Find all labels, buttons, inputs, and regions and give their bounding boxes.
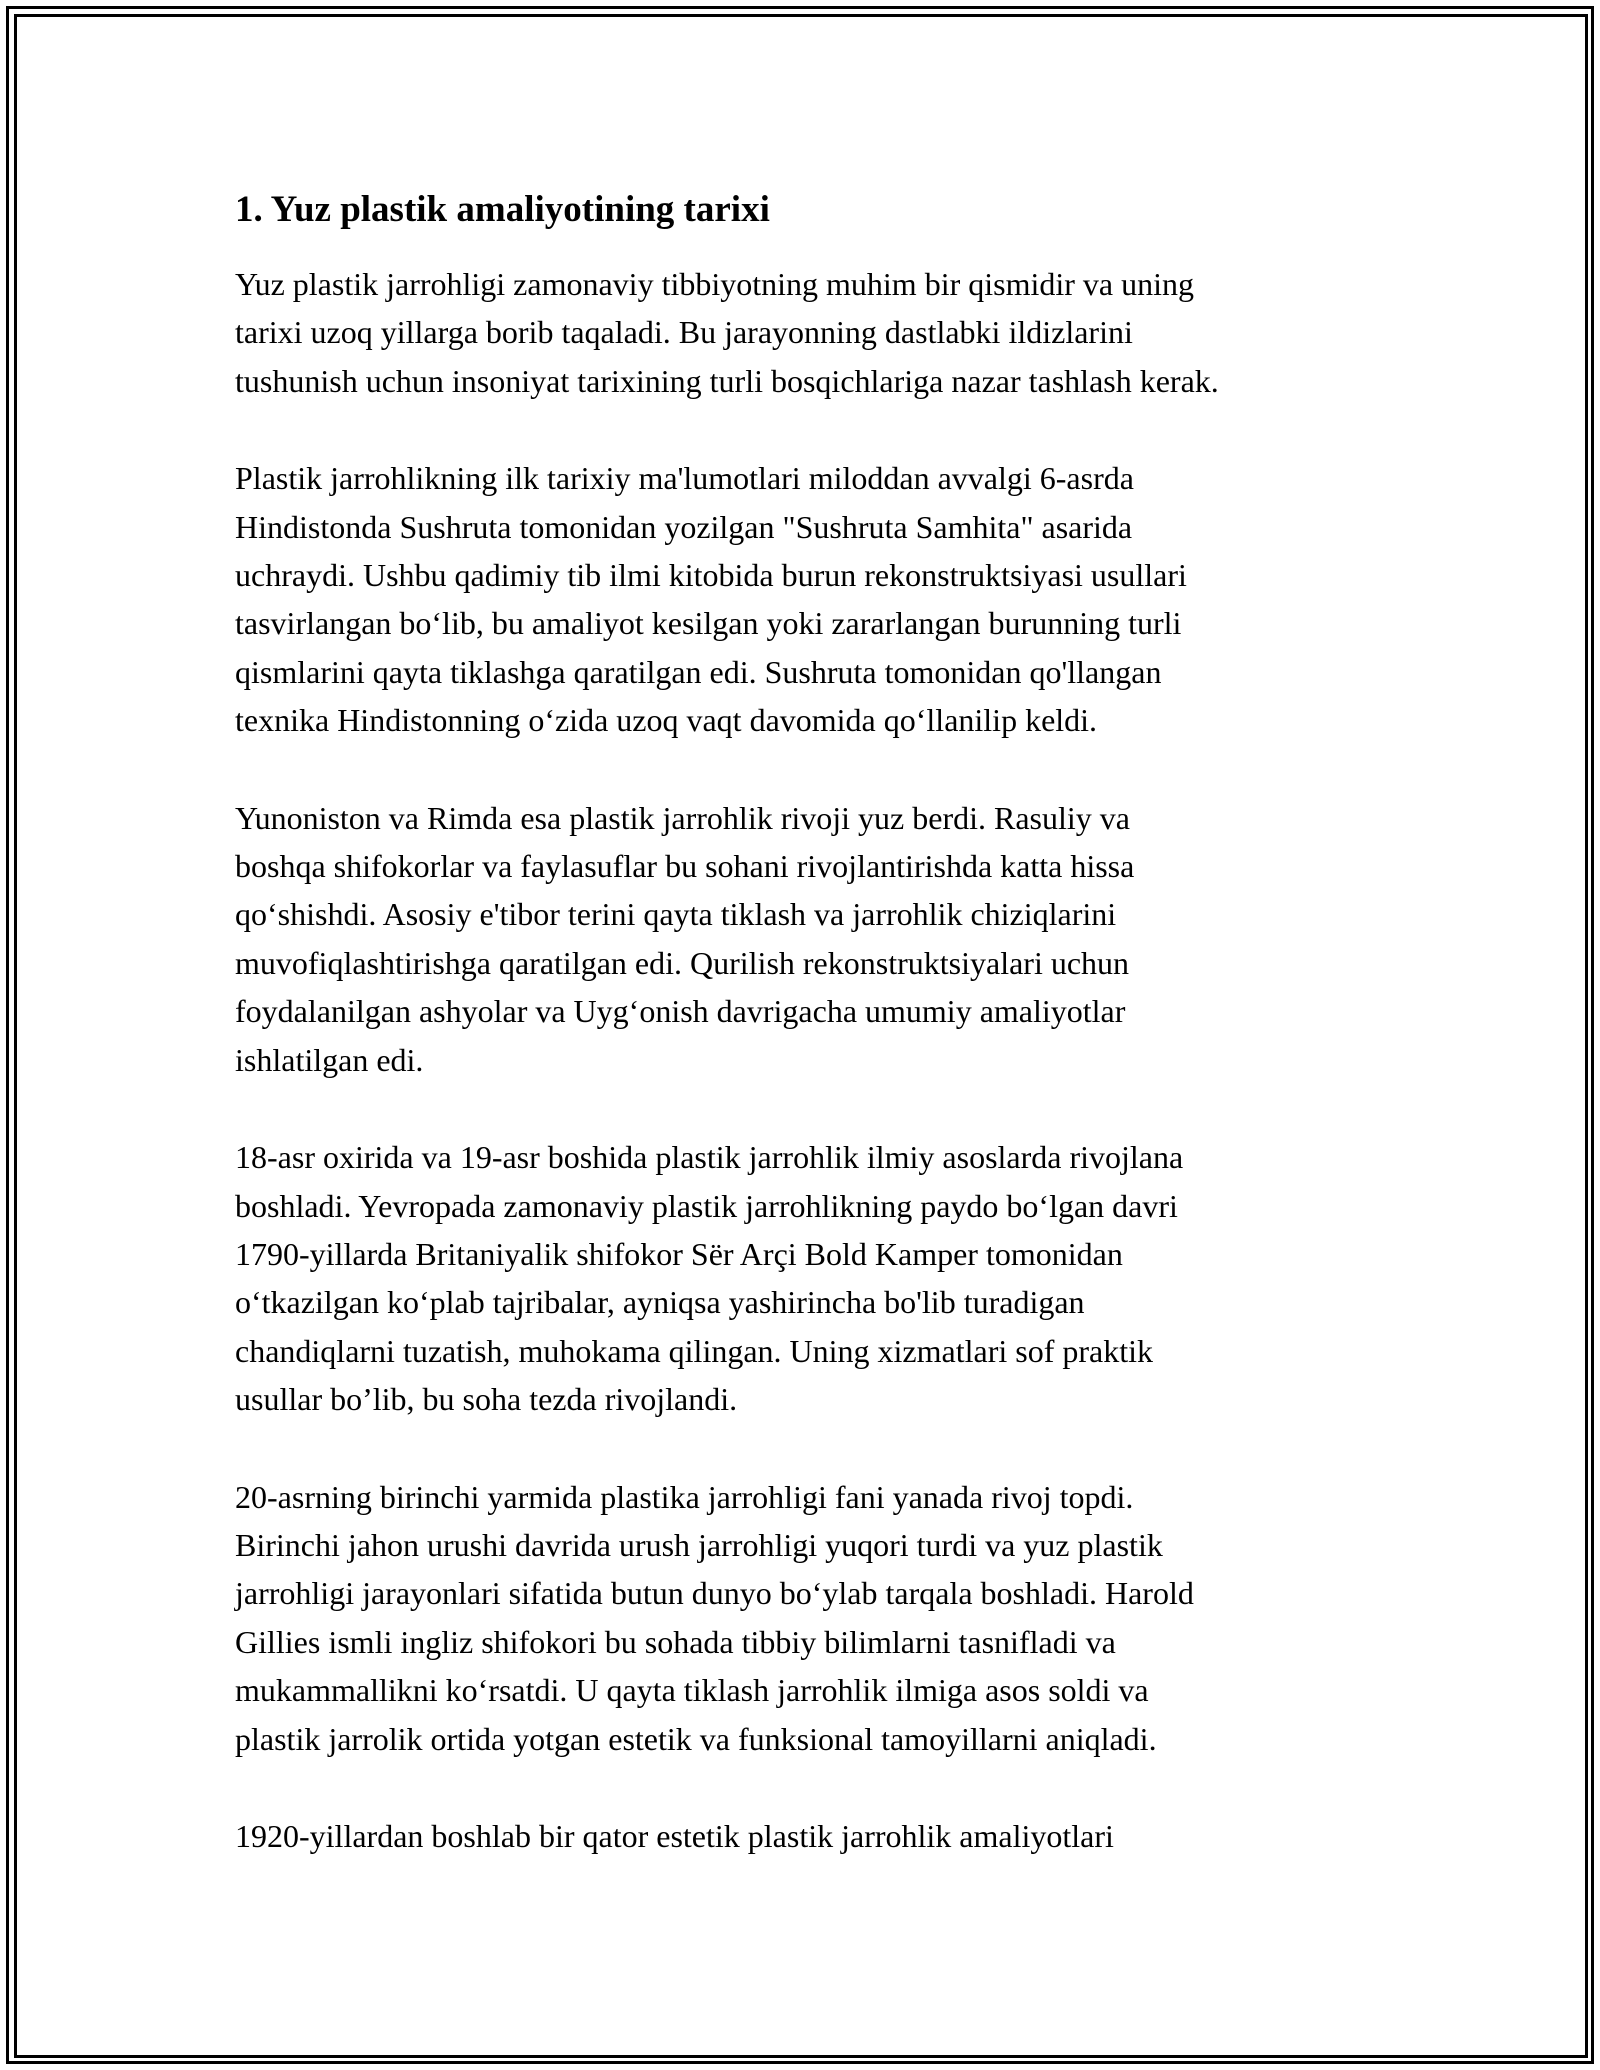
text-line: Hindistonda Sushruta tomonidan yozilgan "Sushruta Samhita" asarida (235, 508, 1133, 545)
text-line: plastik jarrolik ortida yotgan estetik va funksional tamoyillarni aniqladi. (235, 1720, 1157, 1757)
text-line: qismlarini qayta tiklashga qaratilgan edi. Sushruta tomonidan qo'llangan (235, 653, 1162, 690)
paragraph-greece-rome (235, 794, 1385, 1084)
document-body (235, 186, 1385, 1909)
text-line: tarixi uzoq yillarga borib taqaladi. Bu jarayonning dastlabki ildizlarini (235, 314, 1133, 351)
text-line: texnika Hindistonning o‘zida uzoq vaqt davomida qo‘llanilip keldi. (235, 702, 1098, 739)
text-line: 20-asrning birinchi yarmida plastika jarrohligi fani yanada rivoj topdi. (235, 1478, 1134, 1515)
paragraph-1920s (235, 1812, 1385, 1860)
text-line: tasvirlangan bo‘lib, bu amaliyot kesilgan yoki zararlangan burunning turli (235, 605, 1182, 642)
text-line: qo‘shishdi. Asosiy e'tibor terini qayta tiklash va jarrohlik chiziqlarini (235, 896, 1117, 933)
text-line: Yuz plastik jarrohligi zamonaviy tibbiyotning muhim bir qismidir va uning (235, 266, 1194, 302)
text-line: Yunoniston va Rimda esa plastik jarrohlik rivoji yuz berdi. Rasuliy va (235, 799, 1130, 836)
paragraph-20th-century (235, 1473, 1385, 1763)
section-heading: 1. Yuz plastik amaliyotining tarixi (235, 189, 770, 230)
text-line: boshladi. Yevropada zamonaviy plastik jarrohlikning paydo bo‘lgan davri (235, 1187, 1178, 1224)
paragraph-18th-19th-century (235, 1133, 1385, 1423)
text-line: ishlatilgan edi. (235, 1041, 424, 1078)
text-line: 1790-yillarda Britaniyalik shifokor Sër Arçi Bold Kamper tomonidan (235, 1235, 1123, 1272)
text-line: 1920-yillardan boshlab bir qator estetik plastik jarrohlik amaliyotlari (235, 1817, 1114, 1854)
paragraph-sushruta (235, 454, 1385, 744)
text-line: 18-asr oxirida va 19-asr boshida plastik jarrohlik ilmiy asoslarda rivojlana (235, 1139, 1184, 1176)
text-line: usullar bo’lib, bu soha tezda rivojlandi. (235, 1381, 738, 1418)
text-line: Birinchi jahon urushi davrida urush jarrohligi yuqori turdi va yuz plastik (235, 1526, 1163, 1563)
text-line: Plastik jarrohlikning ilk tarixiy ma'lumotlari miloddan avvalgi 6-asrda (235, 460, 1134, 497)
text-line: tushunish uchun insoniyat tarixining turli bosqichlariga nazar tashlash kerak. (235, 362, 1219, 399)
text-line: mukammallikni ko‘rsatdi. U qayta tiklash jarrohlik ilmiga asos soldi va (235, 1672, 1149, 1709)
text-line: Gillies ismli ingliz shifokori bu sohada tibbiy bilimlarni tasnifladi va (235, 1623, 1116, 1660)
text-line: uchraydi. Ushbu qadimiy tib ilmi kitobida burun rekonstruktsiyasi usullari (235, 557, 1187, 594)
text-line: jarrohligi jarayonlari sifatida butun dunyo bo‘ylab tarqala boshladi. Harold (235, 1575, 1194, 1612)
paragraph-intro (235, 260, 1385, 405)
text-line: chandiqlarni tuzatish, muhokama qilingan. Uning xizmatlari sof praktik (235, 1332, 1153, 1369)
text-line: muvofiqlashtirishga qaratilgan edi. Qurilish rekonstruktsiyalari uchun (235, 944, 1130, 981)
text-line: boshqa shifokorlar va faylasuflar bu sohani rivojlantirishda katta hissa (235, 848, 1135, 885)
text-line: o‘tkazilgan ko‘plab tajribalar, ayniqsa yashirincha bo'lib turadigan (235, 1284, 1085, 1321)
text-line: foydalanilgan ashyolar va Uyg‘onish davrigacha umumiy amaliyotlar (235, 993, 1126, 1030)
